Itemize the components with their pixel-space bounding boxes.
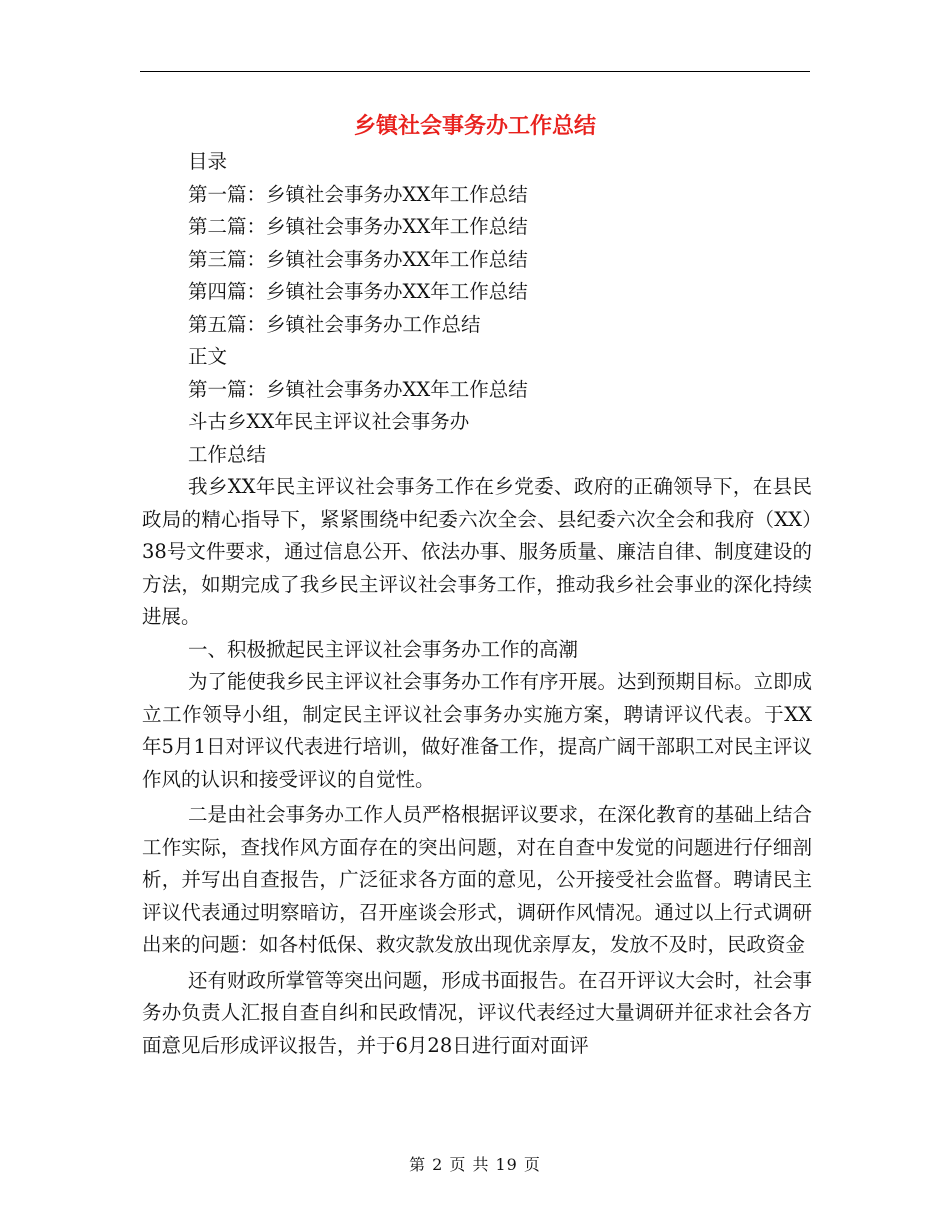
paragraph: 二是由社会事务办工作人员严格根据评议要求，在深化教育的基础上结合工作实际，查找作风方面存在的突出问题，对在自查中发觉的问题进行仔细剖析，并写出自查报告，广泛征求各方面的意见，公开接受社会监督。聘请民主评议代表通过明察暗访，召开座谈会形式，调研作风情况。通过以上行式调研出来的问题：如各村低保、救灾款发放出现优亲厚友，发放不及时，民政资金 — [142, 803, 813, 956]
toc-item: 第三篇：乡镇社会事务办XX年工作总结 — [188, 247, 528, 271]
paragraph: 我乡XX年民主评议社会事务工作在乡党委、政府的正确领导下，在县民政局的精心指导下，紧紧围绕中纪委六次全会、县纪委六次全会和我府（XX）38号文件要求，通过信息公开、依法办事、服务质量、廉洁自律、制度建设的方法，如期完成了我乡民主评议社会事务工作，推动我乡社会事业的深化持续进展。 — [142, 475, 812, 628]
toc-item: 第一篇：乡镇社会事务办XX年工作总结 — [188, 182, 528, 206]
footer-suffix: 页 — [523, 1155, 541, 1174]
page-footer — [0, 1153, 950, 1177]
toc-heading: 目录 — [188, 150, 228, 173]
header-rule — [140, 71, 810, 72]
toc-item: 第五篇：乡镇社会事务办工作总结 — [188, 312, 481, 336]
page-number: 2 — [432, 1155, 444, 1174]
section-heading: 一、积极掀起民主评议社会事务办工作的高潮 — [188, 637, 579, 661]
subtitle: 工作总结 — [188, 442, 267, 466]
toc-item: 第四篇：乡镇社会事务办XX年工作总结 — [188, 280, 528, 303]
page-total: 19 — [495, 1155, 518, 1174]
body-heading: 正文 — [188, 345, 228, 368]
subtitle: 斗古乡XX年民主评议社会事务办 — [188, 410, 470, 433]
toc-item: 第二篇：乡镇社会事务办XX年工作总结 — [188, 215, 528, 238]
paragraph: 还有财政所掌管等突出问题，形成书面报告。在召开评议大会时，社会事务办负责人汇报自查自纠和民政情况，评议代表经过大量调研并征求社会各方面意见后形成评议报告，并于6月28日进行面对面评 — [142, 968, 813, 1057]
footer-middle: 页 共 — [449, 1155, 490, 1174]
document-title: 乡镇社会事务办工作总结 — [353, 113, 596, 139]
footer-prefix: 第 — [409, 1155, 427, 1174]
paragraph: 为了能使我乡民主评议社会事务办工作有序开展。达到预期目标。立即成立工作领导小组，制定民主评议社会事务办实施方案，聘请评议代表。于XX年5月1日对评议代表进行培训，做好准备工作，提高广阔干部职工对民主评议作风的认识和接受评议的自觉性。 — [142, 670, 813, 791]
section-title: 第一篇：乡镇社会事务办XX年工作总结 — [188, 377, 528, 401]
document-body — [142, 146, 812, 1062]
